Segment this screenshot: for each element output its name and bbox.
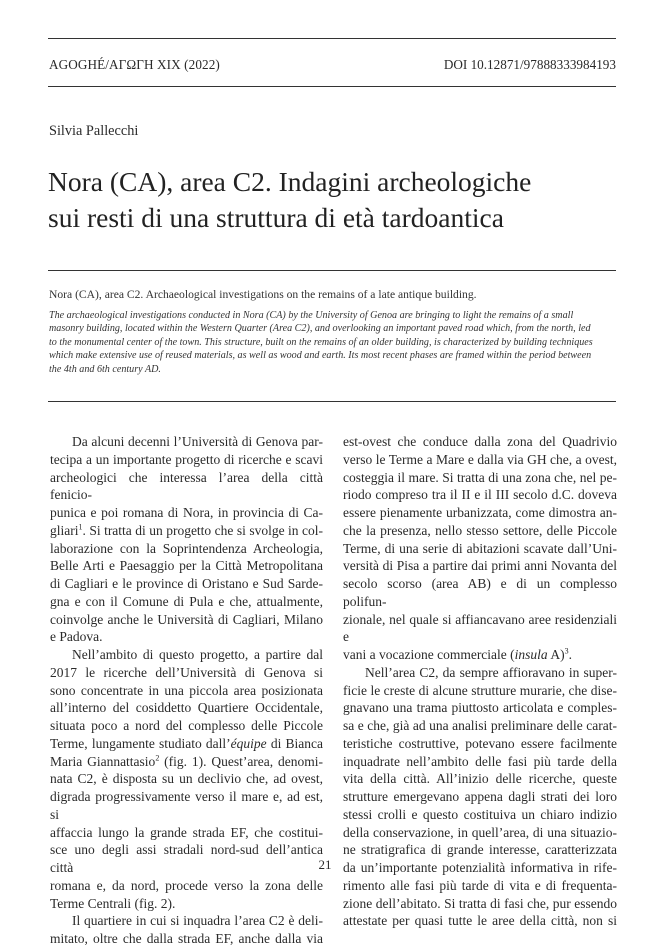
body-text-line: Nell’ambito di questo progetto, a partire dal: [72, 647, 323, 662]
body-text-line: attestate per quasi tutte le aree della città, non si: [343, 913, 617, 929]
abstract-line: masonry building, located within the Western Quarter (Area C2), and overlooking an important paved road which, from the north, led: [49, 323, 591, 335]
body-text-line: mitato, oltre che dalla strada EF, anche dalla via: [50, 931, 323, 946]
body-text-line: versità di Pisa a partire dai primi anni Novanta del: [343, 558, 617, 574]
title-rule: [48, 270, 616, 271]
body-text-line: est-ovest che conduce dalla zona del Quadrivio: [343, 434, 617, 449]
body-text-line: 2017 le ricerche dell’Università di Genova si: [50, 664, 323, 680]
abstract-line: the 4th and 6th century AD.: [49, 363, 161, 375]
body-text-line: Maria Giannattasio$^2$ (fig. 1). Quest’area, denomi-: [50, 753, 323, 769]
body-text-line: laborazione con la Soprintendenza Archeologia,: [50, 540, 323, 556]
body-text-line: da un’importante potenzialità informativa in rife-: [343, 860, 617, 875]
body-text-line: ficie le creste di alcune strutture murarie, che dise-: [343, 682, 617, 698]
body-text-line: inquadrate nell’ambito delle fasi più tarde della: [343, 753, 617, 769]
body-text-line: Terme, di una serie di abitazioni scavate dall’Uni-: [343, 540, 617, 556]
body-text-line: situata poco a nord del complesso delle Piccole: [50, 718, 323, 733]
body-text-line: tecipa a un importante progetto di ricerche e scavi: [50, 451, 323, 467]
abstract-line: which make extensive use of reused materials, as well as wood and earth. Its most recent phases are framed within the period between: [49, 350, 592, 362]
body-text-line: sono concentrate in una piccola area posizionata: [50, 682, 323, 698]
body-text-line: zionale, nel quale si affiancavano aree residenziali e: [343, 611, 617, 645]
body-text-line: verso le Terme a Mare e dalla via GH che, a ovest,: [343, 451, 617, 467]
english-title: Nora (CA), area C2. Archaeological investigations on the remains of a late antique building.: [49, 288, 477, 301]
abstract-rule: [48, 401, 616, 402]
abstract-line: The archaeological investigations conducted in Nora (CA) by the University of Genoa are bringing to light the remains of a small: [49, 310, 574, 321]
body-text-line: ne stratigrafica di grande interesse, caratterizzata: [343, 842, 617, 858]
body-text-line: stessi crolli e questo costituiva un chiaro indizio: [343, 806, 617, 822]
abstract-line: to the monumental center of the town. This structure, built on the remains of an older building, is characterized by building techniques: [49, 336, 593, 348]
body-text-line: affaccia lungo la grande strada EF, che costitui-: [50, 824, 323, 840]
body-text-line: che la presenza, nello stesso settore, delle Piccole: [343, 522, 617, 538]
body-text-line: costeggia il mare. Si tratta di una zona che, nel pe-: [343, 469, 617, 485]
body-text-line: gliari$^1$. Si tratta di un progetto che si svolge in col-: [50, 522, 323, 538]
body-text-line: secolo scorso (area AB) e di un complesso polifun-: [343, 576, 617, 609]
header-rule: [48, 86, 616, 87]
body-text-line: strutture emergevano appena dagli strati dei loro: [343, 789, 617, 804]
body-text-line: punica e poi romana di Nora, in provincia di Ca-: [50, 505, 323, 520]
body-text-line: archeologici che interessa l’area della città fenicio-: [50, 469, 323, 503]
top-rule: [48, 38, 616, 39]
body-text-line: digrada progressivamente verso il mare e, ad est, si: [50, 789, 323, 822]
doi-header: DOI 10.12871/97888333984193: [443, 57, 616, 72]
body-text-line: zione dell’abitato. Si tratta di fasi che, pur essendo: [343, 895, 617, 911]
page-number: 21: [318, 857, 332, 872]
body-text-line: gna e con il Comune di Pula e che, attualmente,: [50, 593, 323, 609]
body-text-line: rimento alle fasi più tarde di vita e di frequenta-: [343, 877, 617, 893]
body-text-line: Nell’area C2, da sempre affioravano in super-: [365, 664, 617, 680]
journal-header: AGOGHÉ/ΑΓΩΓΗ XIX (2022): [49, 57, 220, 72]
body-text-line: Terme, lungamente studiato dall’équipe di Bianca: [50, 735, 324, 751]
body-text-line: Terme Centrali (fig. 2).: [50, 895, 176, 911]
body-text-line: vani a vocazione commerciale (insula A)$^3$.: [343, 646, 572, 662]
body-text-line: coinvolge anche le Università di Cagliari, Milano: [50, 611, 323, 627]
body-column-right: [343, 433, 617, 930]
body-text-line: romana e, da nord, procede verso la zona delle: [50, 877, 323, 893]
author-name: Silvia Pallecchi: [49, 123, 139, 139]
body-text-line: sce uno degli assi stradali nord-sud dell’antica città: [50, 842, 323, 875]
body-text-line: vita della città. All’inizio delle ricerche, queste: [343, 771, 617, 787]
body-text-line: riodo compreso tra il II e il III secolo d.C. doveva: [343, 487, 617, 503]
body-text-line: Il quartiere in cui si inquadra l’area C2 è deli-: [72, 913, 323, 929]
body-text-line: teristiche costruttive, potevano essere facilmente: [343, 735, 617, 751]
body-text-line: di Cagliari e le province di Oristano e Sud Sarde-: [50, 576, 323, 591]
abstract: [49, 309, 619, 376]
title-line: Nora (CA), area C2. Indagini archeologiche: [48, 166, 532, 197]
body-text-line: della conservazione, in quell’area, di una situazio-: [343, 824, 617, 840]
body-text-line: Da alcuni decenni l’Università di Genova par-: [72, 434, 323, 449]
body-text-line: Belle Arti e Paesaggio per la Città Metropolitana: [50, 558, 323, 574]
body-text-line: essere pienamente urbanizzata, come dimostra an-: [343, 505, 617, 520]
body-text-line: nata C2, è disposta su un declivio che, ad ovest,: [50, 771, 323, 787]
body-text-line: gnavano una trama piuttosto articolata e comples-: [343, 700, 617, 716]
body-text-line: all’interno del cosiddetto Quartiere Occidentale,: [50, 700, 323, 716]
body-text-line: e Padova.: [50, 629, 103, 645]
article-title: [48, 164, 618, 236]
title-line: sui resti di una struttura di età tardoantica: [48, 202, 504, 233]
body-text-line: sa e che, già ad una analisi preliminare delle carat-: [343, 718, 617, 733]
